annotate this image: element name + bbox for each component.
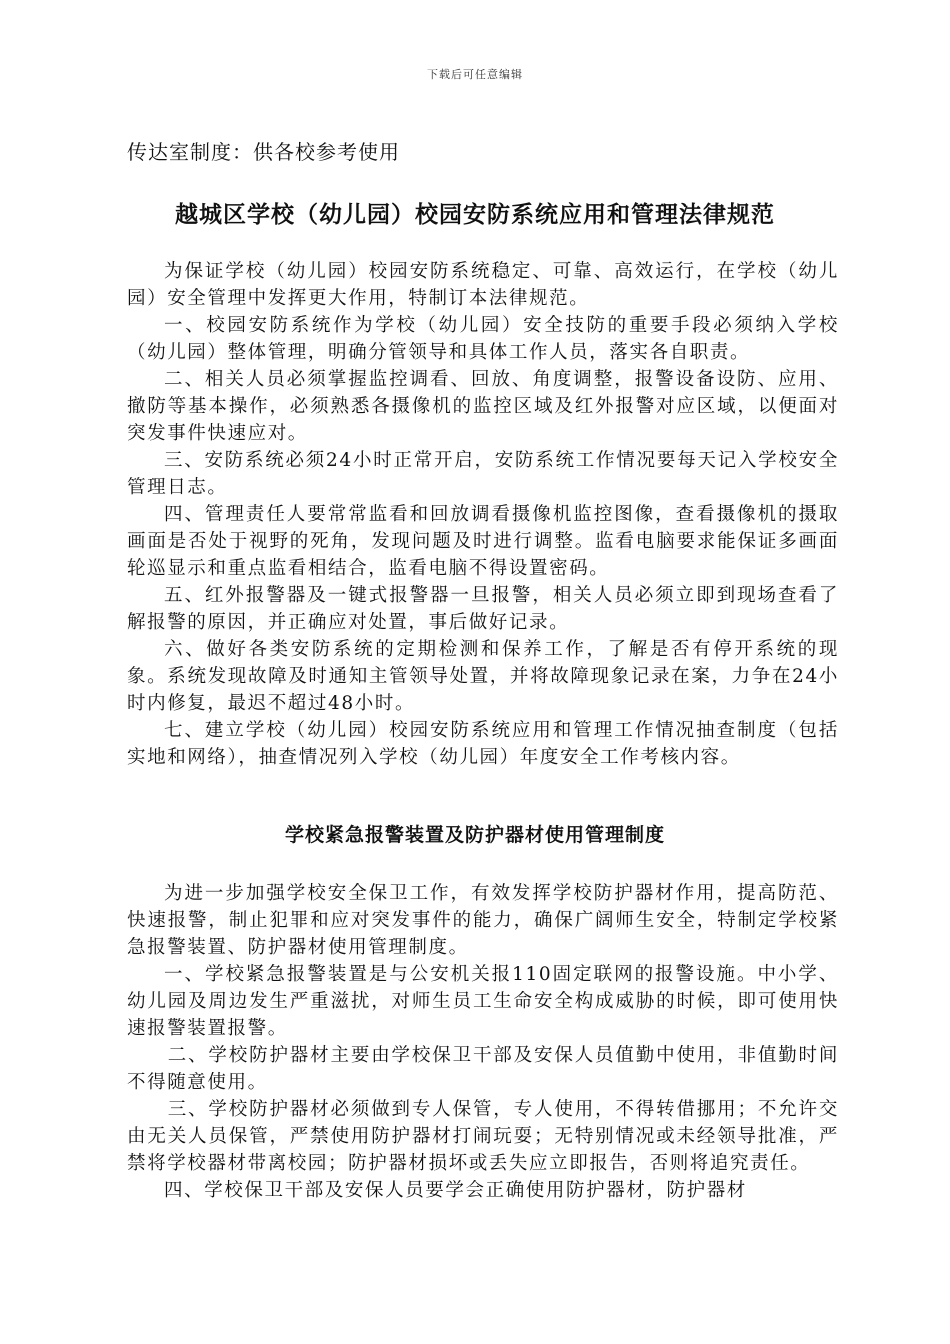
paragraph: 为进一步加强学校安全保卫工作，有效发挥学校防护器材作用，提高防范、快速报警，制止犯罪和应对突发事件的能力，确保广阔师生安全，特制定学校紧急报警装置、防护器材使用管理制度。 <box>127 883 839 958</box>
paragraph: 一、学校紧急报警装置是与公安机关报110固定联网的报警设施。中小学、幼儿园及周边发生严重滋扰，对师生员工生命安全构成威胁的时候，即可使用快速报警装置报警。 <box>127 964 839 1039</box>
paragraph: 四、学校保卫干部及安保人员要学会正确使用防护器材，防护器材 <box>164 1180 747 1201</box>
paragraph: 三、学校防护器材必须做到专人保管，专人使用，不得转借挪用；不允许交由无关人员保管，严禁使用防护器材打闹玩耍；无特别情况或未经领导批准，严禁将学校器材带离校园；防护器材损坏或丢失应立即报告，否则将追究责任。 <box>127 1099 839 1174</box>
paragraph: 二、学校防护器材主要由学校保卫干部及安保人员值勤中使用，非值勤时间不得随意使用。 <box>127 1045 839 1093</box>
document-label: 传达室制度：供各校参考使用 <box>127 140 400 164</box>
section-1-body <box>127 258 839 771</box>
paragraph: 四、管理责任人要常常监看和回放调看摄像机监控图像，查看摄像机的摄取画面是否处于视野的死角，发现问题及时进行调整。监看电脑要求能保证多画面轮巡显示和重点监看相结合，监看电脑不得设置密码。 <box>127 504 839 579</box>
paragraph: 三、安防系统必须24小时正常开启，安防系统工作情况要每天记入学校安全管理日志。 <box>127 450 839 498</box>
paragraph: 一、校园安防系统作为学校（幼儿园）安全技防的重要手段必须纳入学校（幼儿园）整体管理，明确分管领导和具体工作人员，落实各自职责。 <box>127 315 839 363</box>
page-header: 下载后可任意编辑 <box>427 68 523 81</box>
section-2-title: 学校紧急报警装置及防护器材使用管理制度 <box>284 824 665 846</box>
section-2-body <box>127 880 839 1204</box>
paragraph: 五、红外报警器及一键式报警器一旦报警，相关人员必须立即到现场查看了解报警的原因，并正确应对处置，事后做好记录。 <box>127 585 839 633</box>
paragraph: 七、建立学校（幼儿园）校园安防系统应用和管理工作情况抽查制度（包括实地和网络），抽查情况列入学校（幼儿园）年度安全工作考核内容。 <box>127 720 839 768</box>
section-1-title: 越城区学校（幼儿园）校园安防系统应用和管理法律规范 <box>175 201 775 228</box>
paragraph: 二、相关人员必须掌握监控调看、回放、角度调整，报警设备设防、应用、撤防等基本操作，必须熟悉各摄像机的监控区域及红外报警对应区域，以便面对突发事件快速应对。 <box>127 369 839 444</box>
paragraph: 六、做好各类安防系统的定期检测和保养工作，了解是否有停开系统的现象。系统发现故障及时通知主管领导处置，并将故障现象记录在案，力争在24小时内修复，最迟不超过48小时。 <box>127 639 839 714</box>
paragraph: 为保证学校（幼儿园）校园安防系统稳定、可靠、高效运行，在学校（幼儿园）安全管理中发挥更大作用，特制订本法律规范。 <box>127 261 839 309</box>
